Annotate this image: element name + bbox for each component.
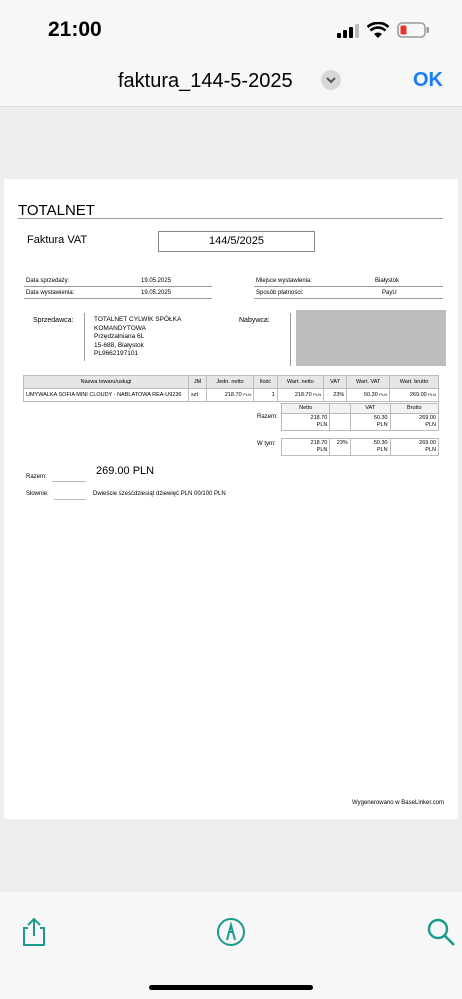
battery-low-icon (397, 22, 430, 38)
issue-date-label: Data wystawienia: (26, 290, 75, 296)
col-header: Wart. netto (277, 376, 323, 389)
value: 269.00 (419, 415, 436, 421)
total-underline (52, 481, 86, 482)
value: 50.30 (373, 440, 388, 446)
items-table (23, 375, 439, 402)
share-icon (18, 916, 50, 948)
heading-divider (18, 218, 443, 219)
buyer-bracket (290, 313, 291, 366)
breakdown-net (282, 439, 330, 456)
breakdown-rate: 23% (330, 439, 350, 456)
seller-bracket (84, 313, 85, 361)
seller-details (94, 316, 181, 359)
value: 50.30 (373, 415, 388, 421)
currency: PLN (425, 447, 436, 453)
currency: PLN (243, 392, 251, 397)
col-header: Nazwa towaru/usługi (24, 376, 189, 389)
summary-vat (350, 414, 390, 431)
col-header: JM (189, 376, 207, 389)
seller-line: PL9662197101 (94, 350, 139, 357)
status-bar (0, 0, 462, 58)
col-header: VAT (323, 376, 346, 389)
markup-pen-icon (215, 916, 247, 948)
home-indicator[interactable] (149, 985, 313, 990)
currency: PLN (376, 422, 388, 428)
currency: PLN (428, 392, 436, 397)
place-label: Miejsce wystawienia: (256, 278, 313, 284)
words-underline (54, 499, 86, 500)
payment-divider (254, 298, 443, 299)
value: 218.70 (310, 415, 328, 421)
seller-line: Przędzalniana 6L (94, 333, 145, 340)
summary-header-blank (330, 404, 350, 414)
markup-button[interactable] (215, 916, 247, 948)
date-divider (24, 298, 212, 299)
place-value: Białystok (375, 278, 400, 284)
summary-header: Brutto (390, 404, 438, 414)
summary-header: VAT (350, 404, 390, 414)
item-gross (390, 389, 439, 402)
breakdown-vat (350, 439, 390, 456)
summary-header: Netto (282, 404, 330, 414)
summary-header-row (282, 404, 439, 414)
cellular-signal-icon (337, 24, 359, 38)
currency: PLN (379, 392, 388, 397)
document-viewer[interactable] (0, 107, 462, 892)
payment-value: PayU (382, 290, 397, 296)
wifi-icon (367, 22, 389, 38)
share-button[interactable] (18, 916, 50, 948)
invoice-number: 144/5/2025 (158, 231, 315, 252)
words-label: Słownie: (26, 491, 49, 497)
seller-line: KOMANDYTOWA (94, 324, 147, 332)
buyer-label: Nabywca: (239, 317, 270, 324)
vat-value: 50.30 (364, 392, 378, 398)
issue-date: 19.05.2025 (141, 290, 172, 296)
unit-net-value: 218.70 (224, 392, 242, 398)
gross-value: 269.00 (409, 392, 427, 398)
payment-label: Sposób płatności: (256, 290, 304, 296)
item-name: UMYWALKA SOFIA MINI CLOUDY - NABLATOWA REA-U9236 (24, 389, 189, 402)
summary-row (282, 414, 439, 431)
vat-breakdown-label: W tym: (257, 441, 276, 447)
item-unit-net (206, 389, 253, 402)
summary-table (281, 403, 439, 431)
title-menu-button[interactable] (321, 70, 341, 90)
item-vat-rate: 23% (323, 389, 346, 402)
doc-type: Faktura VAT (27, 234, 88, 246)
currency: PLN (425, 422, 436, 428)
vat-breakdown-table (281, 438, 439, 456)
vat-breakdown-row (282, 439, 439, 456)
search-icon (425, 916, 457, 948)
chevron-down-icon (321, 70, 341, 90)
seller-line: 15-688, Białystok (94, 341, 144, 349)
ok-button[interactable]: OK (413, 69, 443, 91)
grand-total: 269.00 PLN (96, 465, 155, 477)
summary-gross (390, 414, 438, 431)
table-header-row (24, 376, 439, 389)
table-row (24, 389, 439, 402)
date-divider (24, 286, 212, 287)
currency: PLN (316, 447, 328, 453)
invoice-page (4, 179, 458, 819)
status-time: 21:00 (48, 18, 102, 41)
bottom-toolbar (0, 892, 462, 999)
document-title[interactable]: faktura_144-5-2025 (118, 70, 293, 92)
summary-net (282, 414, 330, 431)
value: 269.00 (419, 440, 436, 446)
grand-total-label: Razem: (26, 474, 47, 480)
item-net (277, 389, 323, 402)
amount-in-words: Dwieście sześćdziesiąt dziewięć PLN 00/100 PLN (93, 491, 226, 497)
sale-date-label: Data sprzedaży: (26, 278, 70, 284)
breakdown-gross (390, 439, 438, 456)
buyer-redaction (296, 310, 446, 366)
seller-line: TOTALNET CYLWIK SPÓŁKA (94, 316, 182, 323)
item-vat (347, 389, 390, 402)
seller-label: Sprzedawca: (33, 317, 74, 324)
place-divider (254, 286, 443, 287)
col-header: Wart. VAT (347, 376, 390, 389)
company-heading: TOTALNET (18, 202, 95, 219)
col-header: Wart. brutto (390, 376, 439, 389)
search-button[interactable] (425, 916, 457, 948)
currency: PLN (376, 447, 388, 453)
net-value: 218.70 (294, 392, 312, 398)
col-header: Ilość (253, 376, 277, 389)
item-qty: 1 (253, 389, 277, 402)
sale-date: 19.05.2025 (141, 278, 172, 284)
generated-footer: Wygenerowano w BaseLinker.com (352, 800, 444, 806)
summary-blank (330, 414, 350, 431)
nav-bar (0, 58, 462, 107)
value: 218.70 (310, 440, 328, 446)
item-unit: szt (189, 389, 207, 402)
summary-total-label: Razem: (257, 414, 278, 420)
currency: PLN (316, 422, 328, 428)
col-header: Jedn. netto (206, 376, 253, 389)
currency: PLN (313, 392, 321, 397)
